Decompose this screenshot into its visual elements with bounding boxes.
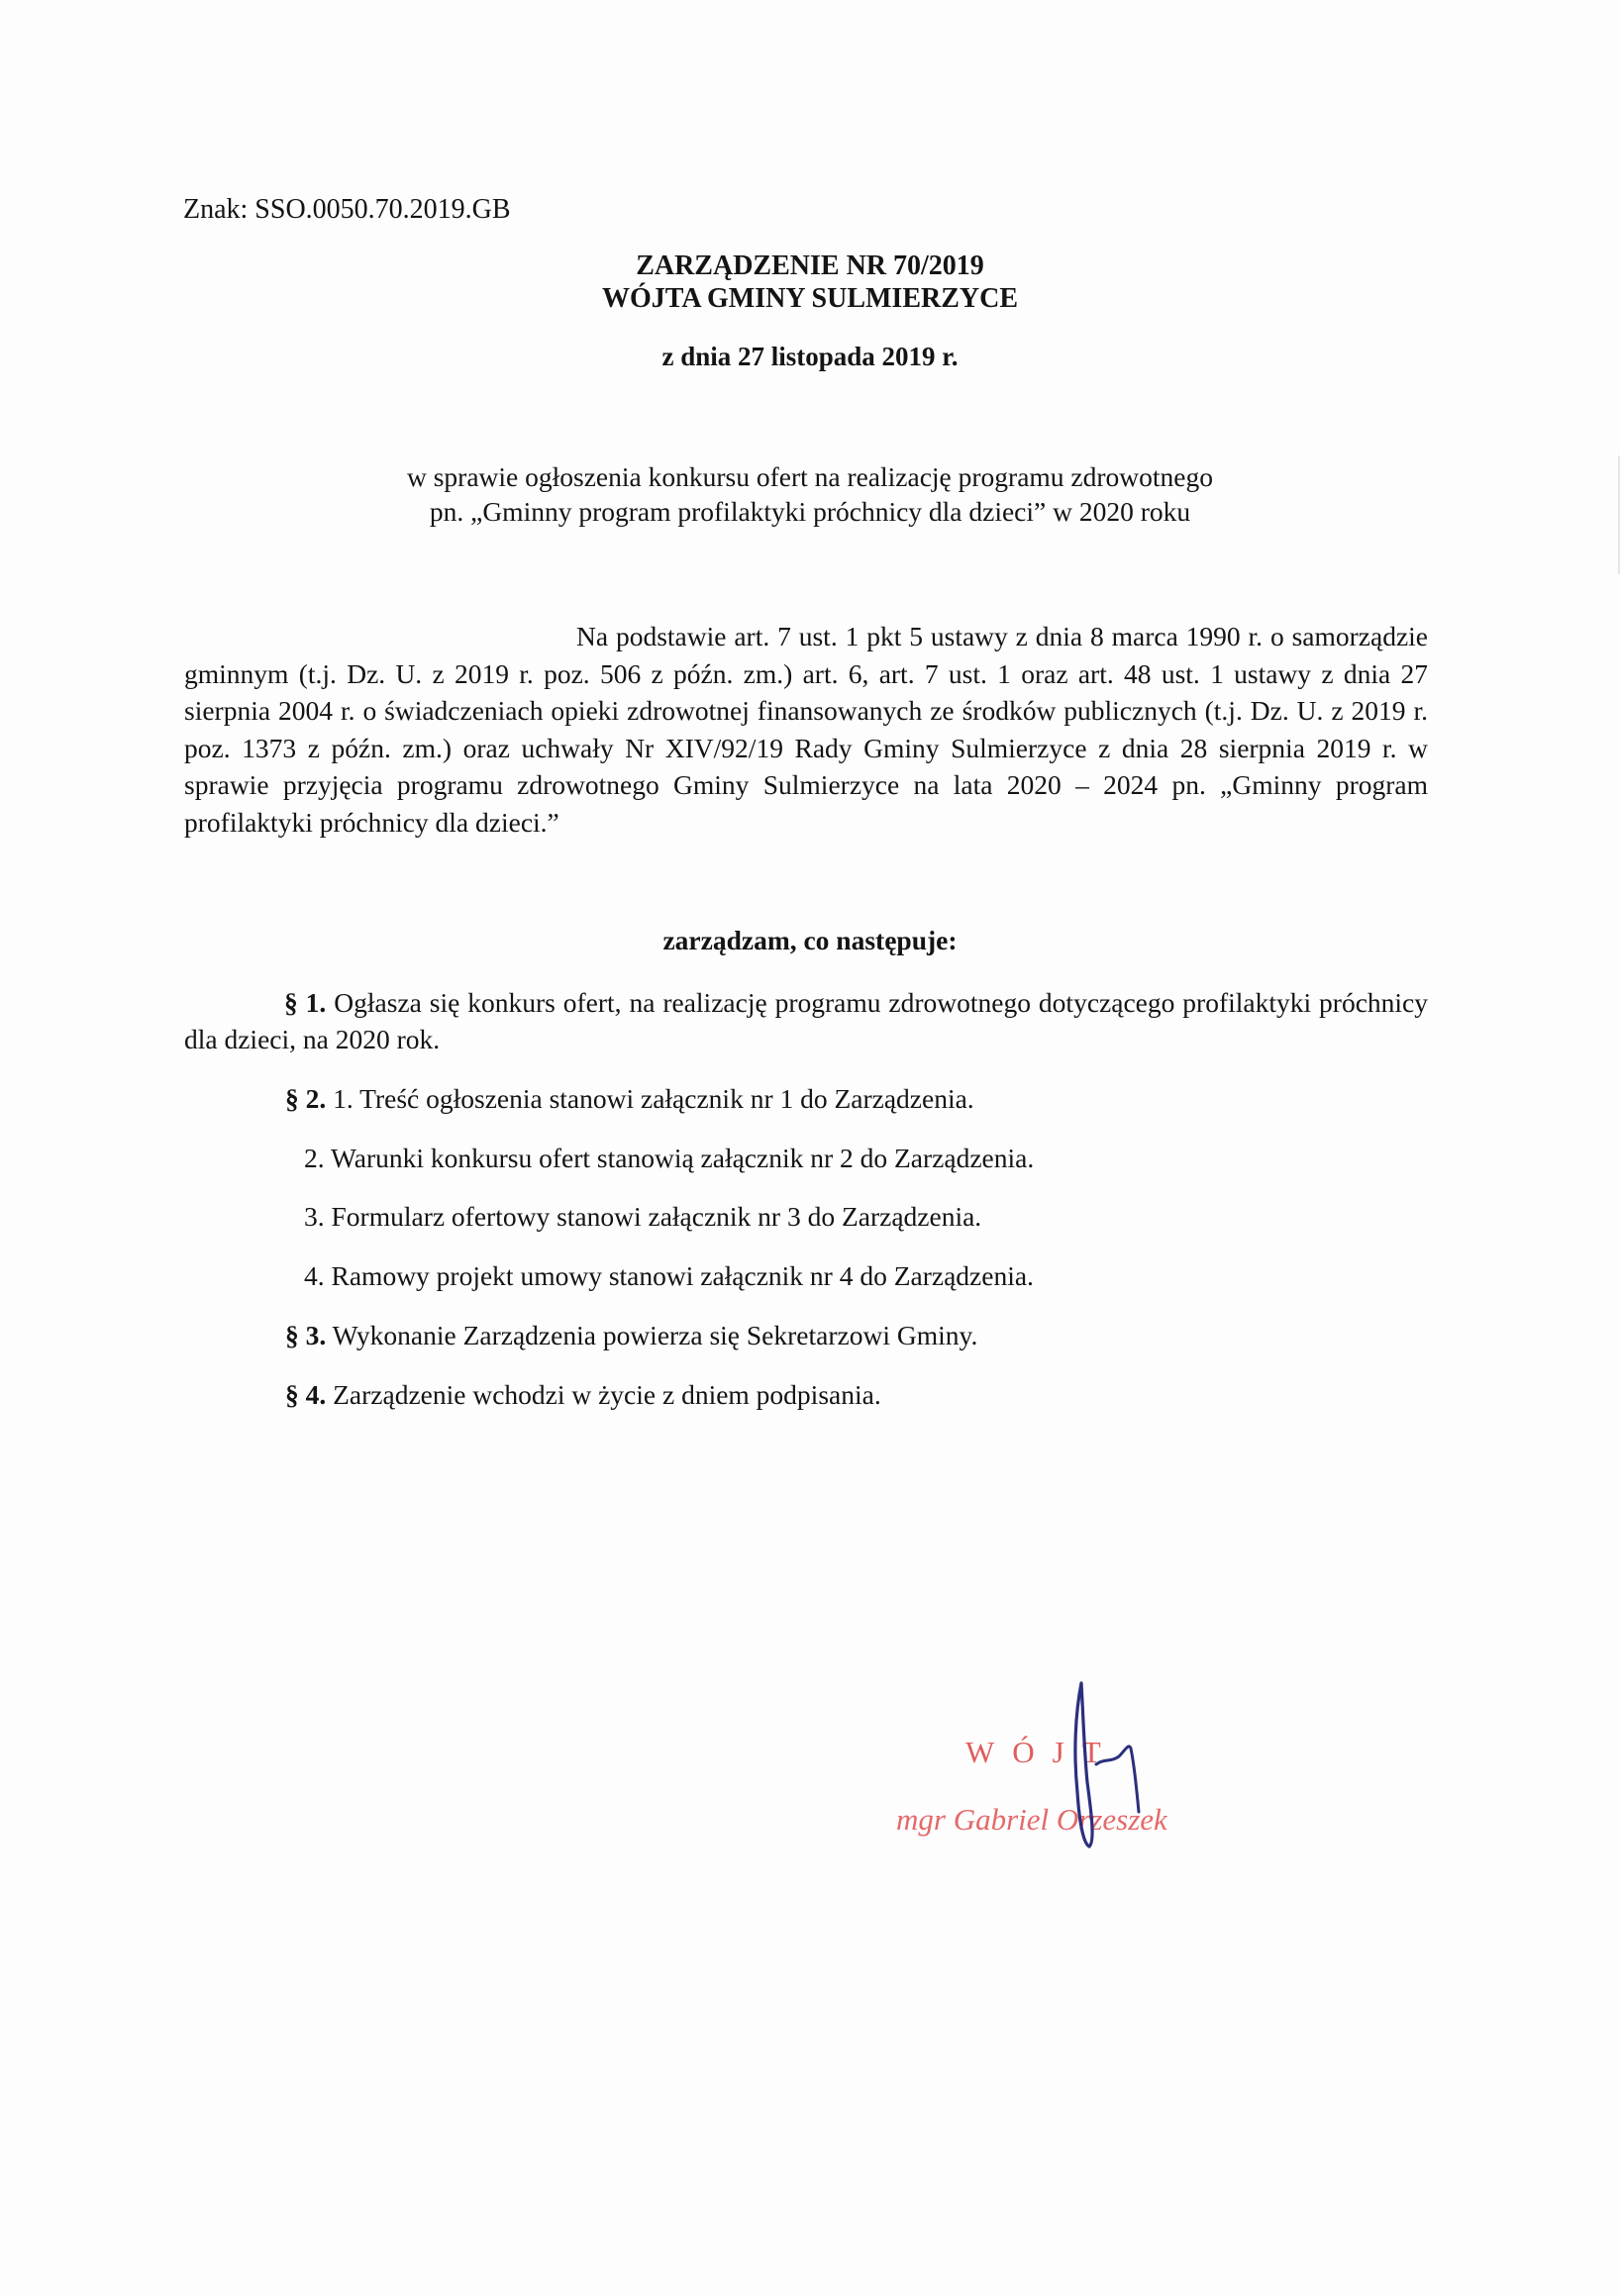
issuer-title: WÓJTA GMINY SULMIERZYCE xyxy=(601,283,1019,314)
stamp-name: mgr Gabriel Orzeszek xyxy=(896,1802,1167,1837)
section-text: Zarządzenie wchodzi w życie z dniem podpisania. xyxy=(326,1379,881,1410)
section-2-item-2: 2. Warunki konkursu ofert stanowią załącznik nr 2 do Zarządzenia. xyxy=(304,1143,1035,1173)
stamp-title: WÓJT xyxy=(965,1735,1119,1769)
section-4 xyxy=(285,1376,881,1413)
document-date: z dnia 27 listopada 2019 r. xyxy=(661,342,959,371)
decree-intro: zarządzam, co następuje: xyxy=(662,925,958,955)
signature-icon xyxy=(1050,1673,1168,1861)
section-mark: § 2. xyxy=(285,1083,327,1114)
legal-basis-paragraph: Na podstawie art. 7 ust. 1 pkt 5 ustawy z dnia 8 marca 1990 r. o samorządzie gminnym (t.j. Dz. U. z 2019 r. poz. 506 z późn. zm.) art. 6, art. 7 ust. 1 oraz art. 48 ust. 1 ustawy z dnia 27 sierpnia 2004 r. o świadczeniach opieki zdrowotnej finansowanych ze środków publicznych (t.j. Dz. U. z 2019 r. poz. 1373 z późn. zm.) oraz uchwały Nr XIV/92/19 Rady Gminy Sulmierzyce z dnia 28 sierpnia 2019 r. w sprawie przyjęcia programu zdrowotnego Gminy Sulmierzyce na lata 2020 – 2024 pn. „Gminny program profilaktyki próchnicy dla dzieci.” xyxy=(184,621,1428,838)
section-text: Ogłasza się konkurs ofert, na realizację programu zdrowotnego dotyczącego profilaktyki próchnicy dla dzieci, na 2020 rok. xyxy=(184,987,1429,1054)
signature-stroke-2 xyxy=(1096,1747,1139,1812)
subject-line-2: pn. „Gminny program profilaktyki próchnicy dla dzieci” w 2020 roku xyxy=(429,496,1191,527)
section-mark: § 4. xyxy=(285,1379,327,1410)
section-2-item-3: 3. Formularz ofertowy stanowi załącznik nr 3 do Zarządzenia. xyxy=(304,1201,982,1232)
document-title: ZARZĄDZENIE NR 70/2019 xyxy=(636,250,984,281)
section-mark: § 3. xyxy=(285,1320,327,1350)
subject-line-1: w sprawie ogłoszenia konkursu ofert na realizację programu zdrowotnego xyxy=(406,461,1213,492)
reference-number: Znak: SSO.0050.70.2019.GB xyxy=(183,194,511,225)
section-2 xyxy=(285,1080,974,1117)
section-2-item-4: 4. Ramowy projekt umowy stanowi załącznik nr 4 do Zarządzenia. xyxy=(304,1260,1034,1291)
section-text: Wykonanie Zarządzenia powierza się Sekretarzowi Gminy. xyxy=(326,1320,978,1350)
section-mark: § 1. xyxy=(284,987,327,1018)
section-3 xyxy=(285,1317,977,1353)
section-text: 1. Treść ogłoszenia stanowi załącznik nr 1 do Zarządzenia. xyxy=(326,1083,974,1114)
section-1 xyxy=(184,984,1428,1057)
signature-stroke-1 xyxy=(1075,1683,1092,1847)
